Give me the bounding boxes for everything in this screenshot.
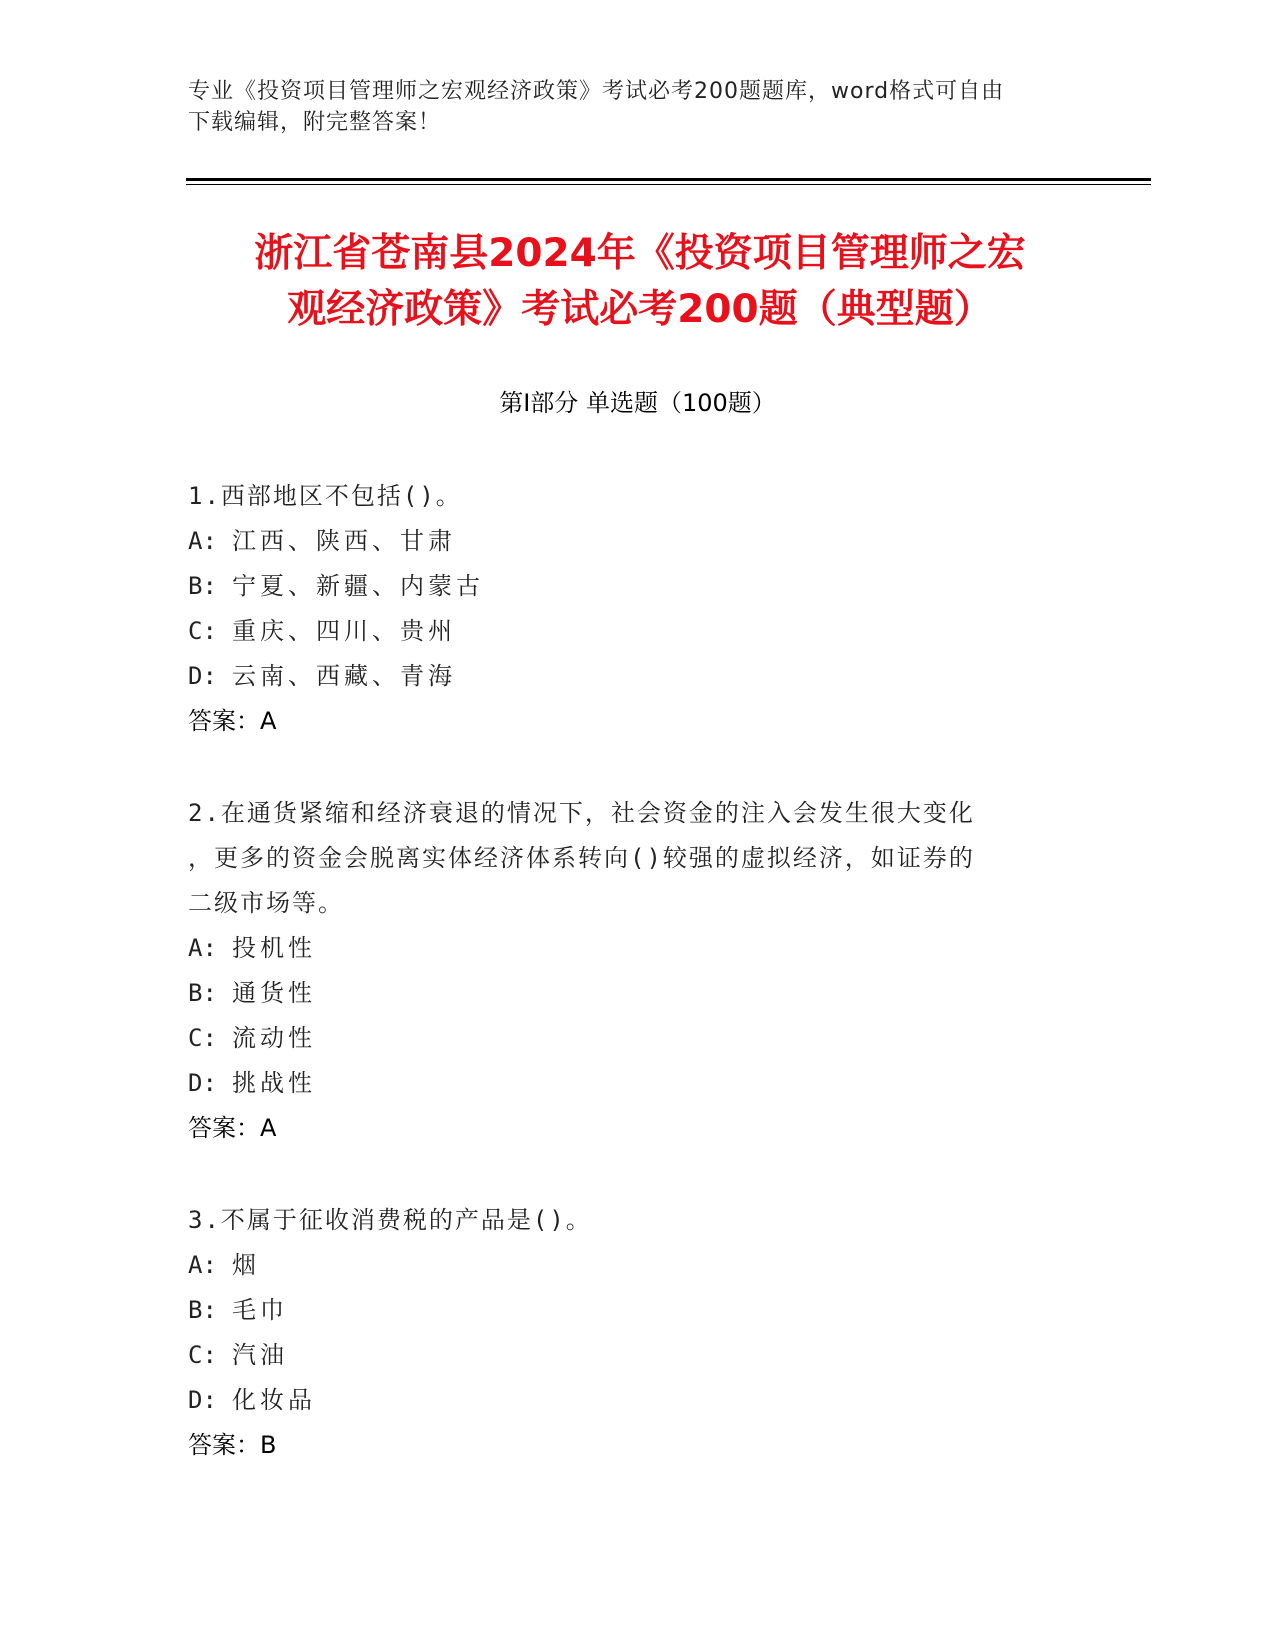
option-b — [188, 1288, 1068, 1333]
question-list — [188, 474, 1068, 1515]
option-text: 挑战性 — [232, 1069, 316, 1097]
document-title — [160, 226, 1120, 338]
option-text: 江西、陕西、甘肃 — [232, 527, 456, 555]
option-text: 化妆品 — [232, 1386, 316, 1414]
option-text: 汽油 — [232, 1341, 288, 1369]
question-stem: 二级市场等。 — [188, 889, 344, 917]
answer-line: 答案：A — [188, 707, 277, 735]
option-letter: D: — [188, 662, 217, 690]
question-item — [188, 474, 1068, 744]
question-stem: 1.西部地区不包括()。 — [188, 482, 462, 510]
option-text: 流动性 — [232, 1024, 316, 1052]
option-text: 宁夏、新疆、内蒙古 — [232, 572, 484, 600]
option-c — [188, 609, 1068, 654]
question-stem: ，更多的资金会脱离实体经济体系转向()较强的虚拟经济，如证券的 — [188, 844, 975, 872]
question-item — [188, 791, 1068, 1151]
option-d — [188, 654, 1068, 699]
option-d — [188, 1378, 1068, 1423]
option-letter: B: — [188, 1296, 217, 1324]
document-title-line: 浙江省苍南县2024年《投资项目管理师之宏 — [254, 231, 1026, 276]
option-letter: A: — [188, 527, 217, 555]
option-a — [188, 519, 1068, 564]
question-stem: 2.在通货紧缩和经济衰退的情况下，社会资金的注入会发生很大变化 — [188, 799, 975, 827]
option-c — [188, 1333, 1068, 1378]
option-b — [188, 564, 1068, 609]
header-note-line: 专业《投资项目管理师之宏观经济政策》考试必考200题题库，word格式可自由 — [188, 79, 1005, 104]
option-letter: C: — [188, 1024, 217, 1052]
option-letter: C: — [188, 617, 217, 645]
header-divider-thick — [186, 178, 1151, 181]
option-a — [188, 926, 1068, 971]
option-letter: B: — [188, 572, 217, 600]
option-letter: A: — [188, 1251, 217, 1279]
option-letter: A: — [188, 934, 217, 962]
document-title-line: 观经济政策》考试必考200题（典型题） — [287, 287, 993, 332]
option-text: 重庆、四川、贵州 — [232, 617, 456, 645]
option-letter: C: — [188, 1341, 217, 1369]
option-letter: D: — [188, 1069, 217, 1097]
option-a — [188, 1243, 1068, 1288]
option-text: 毛巾 — [232, 1296, 288, 1324]
option-c — [188, 1016, 1068, 1061]
header-note — [188, 76, 1088, 138]
option-text: 通货性 — [232, 979, 316, 1007]
option-letter: D: — [188, 1386, 217, 1414]
section-title: 第Ⅰ部分 单选题（100题） — [499, 389, 776, 417]
option-text: 烟 — [232, 1251, 260, 1279]
option-d — [188, 1061, 1068, 1106]
header-note-line: 下载编辑，附完整答案！ — [188, 110, 442, 135]
question-stem: 3.不属于征收消费税的产品是()。 — [188, 1206, 592, 1234]
question-item — [188, 1198, 1068, 1468]
option-letter: B: — [188, 979, 217, 1007]
option-text: 云南、西藏、青海 — [232, 662, 456, 690]
option-b — [188, 971, 1068, 1016]
option-text: 投机性 — [232, 934, 316, 962]
header-divider-thin — [186, 184, 1151, 185]
answer-line: 答案：A — [188, 1114, 277, 1142]
answer-line: 答案：B — [188, 1431, 277, 1459]
